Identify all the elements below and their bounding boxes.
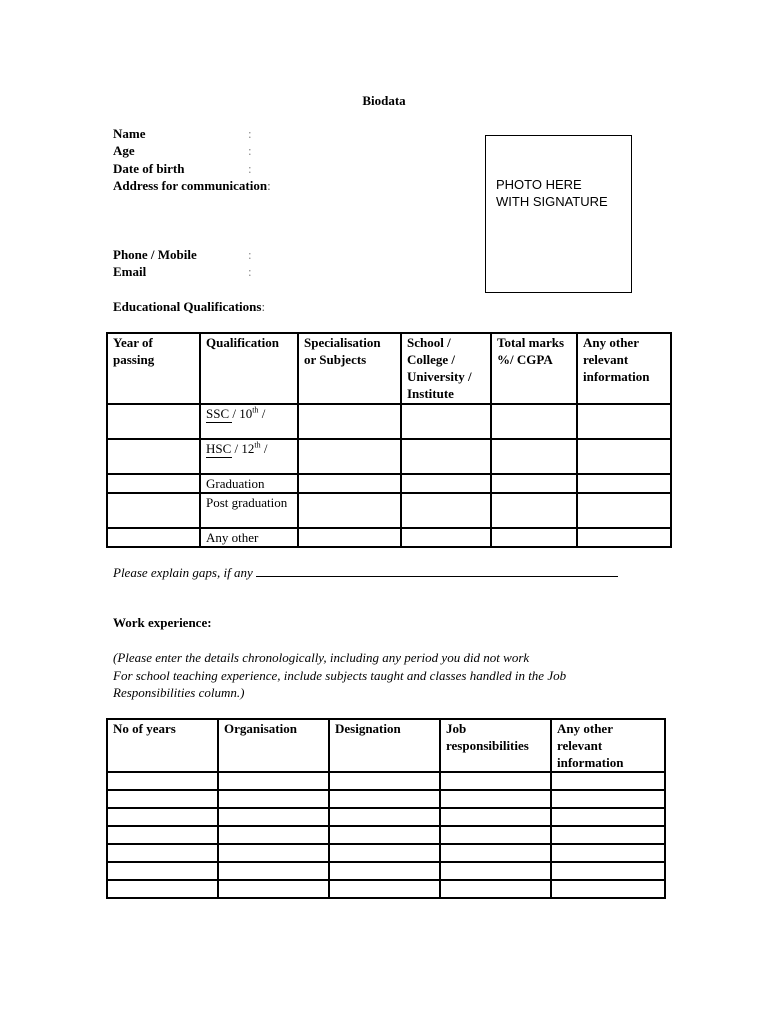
dob-label: Date of birth <box>113 161 185 176</box>
table-row <box>107 439 671 474</box>
work-note-line-2: For school teaching experience, include subjects taught and classes handled in the Job Responsibilities column.) <box>113 667 567 700</box>
header-institute: School / College / University / Institute <box>401 333 491 404</box>
work-cell[interactable] <box>440 826 551 844</box>
dob-colon: : <box>248 161 252 176</box>
work-cell[interactable] <box>329 826 440 844</box>
education-heading <box>113 298 265 316</box>
work-cell[interactable] <box>551 790 665 808</box>
work-cell[interactable] <box>440 808 551 826</box>
name-label: Name <box>113 126 146 141</box>
hsc-blank-line <box>206 457 232 458</box>
work-cell[interactable] <box>329 808 440 826</box>
age-label: Age <box>113 143 135 158</box>
education-heading-colon: : <box>261 299 266 314</box>
work-cell[interactable] <box>551 808 665 826</box>
work-cell[interactable] <box>329 880 440 898</box>
work-cell[interactable] <box>107 862 218 880</box>
qualification-ssc <box>200 404 298 439</box>
header-years: No of years <box>107 719 218 772</box>
age-colon: : <box>248 143 252 158</box>
other-info-cell[interactable] <box>577 474 671 493</box>
photo-line-2: WITH SIGNATURE <box>496 194 608 209</box>
table-row <box>107 474 671 493</box>
work-cell[interactable] <box>107 826 218 844</box>
work-table <box>106 718 666 899</box>
marks-cell[interactable] <box>491 493 577 528</box>
header-work-other-info: Any other relevant information <box>551 719 665 772</box>
table-row <box>107 844 665 862</box>
work-cell[interactable] <box>329 790 440 808</box>
header-responsibilities: Job responsibilities <box>440 719 551 772</box>
other-info-cell[interactable] <box>577 439 671 474</box>
marks-cell[interactable] <box>491 404 577 439</box>
work-header-row <box>107 719 665 772</box>
year-cell[interactable] <box>107 439 200 474</box>
work-cell[interactable] <box>551 880 665 898</box>
ssc-sup: th <box>252 405 259 415</box>
header-designation: Designation <box>329 719 440 772</box>
work-cell[interactable] <box>440 862 551 880</box>
work-cell[interactable] <box>107 844 218 862</box>
header-organisation: Organisation <box>218 719 329 772</box>
institute-cell[interactable] <box>401 439 491 474</box>
address-colon: : <box>267 178 271 193</box>
qualification-graduation: Graduation <box>200 474 298 493</box>
table-row <box>107 404 671 439</box>
institute-cell[interactable] <box>401 404 491 439</box>
work-cell[interactable] <box>218 772 329 790</box>
education-header-row <box>107 333 671 404</box>
work-note-line-1: (Please enter the details chronologically, including any period you did not work <box>113 650 530 665</box>
gaps-input-line[interactable] <box>256 563 618 577</box>
name-colon: : <box>248 126 252 141</box>
work-cell[interactable] <box>218 790 329 808</box>
table-row <box>107 808 665 826</box>
institute-cell[interactable] <box>401 493 491 528</box>
work-cell[interactable] <box>329 772 440 790</box>
work-heading: Work experience: <box>113 615 212 630</box>
work-cell[interactable] <box>329 844 440 862</box>
table-row <box>107 790 665 808</box>
photo-box <box>485 135 632 293</box>
qualification-hsc <box>200 439 298 474</box>
work-cell[interactable] <box>551 862 665 880</box>
header-year: Year of passing <box>107 333 200 404</box>
specialisation-cell[interactable] <box>298 528 401 547</box>
other-info-cell[interactable] <box>577 404 671 439</box>
phone-colon: : <box>248 247 252 262</box>
year-cell[interactable] <box>107 528 200 547</box>
header-qualification: Qualification <box>200 333 298 404</box>
work-cell[interactable] <box>440 844 551 862</box>
work-cell[interactable] <box>551 826 665 844</box>
work-cell[interactable] <box>218 808 329 826</box>
marks-cell[interactable] <box>491 528 577 547</box>
work-cell[interactable] <box>107 880 218 898</box>
institute-cell[interactable] <box>401 474 491 493</box>
table-row <box>107 528 671 547</box>
work-cell[interactable] <box>218 862 329 880</box>
address-label <box>113 177 271 195</box>
specialisation-cell[interactable] <box>298 404 401 439</box>
table-row <box>107 862 665 880</box>
work-note <box>113 649 643 702</box>
address-label-text: Address for communication <box>113 178 268 193</box>
qualification-post-graduation: Post graduation <box>200 493 298 528</box>
phone-label: Phone / Mobile <box>113 247 197 262</box>
specialisation-cell[interactable] <box>298 474 401 493</box>
header-specialisation: Specialisation or Subjects <box>298 333 401 404</box>
table-row <box>107 493 671 528</box>
table-row <box>107 880 665 898</box>
work-cell[interactable] <box>218 844 329 862</box>
table-row <box>107 772 665 790</box>
year-cell[interactable] <box>107 493 200 528</box>
ssc-prefix: SSC / 10 <box>206 406 253 421</box>
work-cell[interactable] <box>440 790 551 808</box>
work-cell[interactable] <box>107 772 218 790</box>
marks-cell[interactable] <box>491 474 577 493</box>
ssc-blank-line <box>206 422 232 423</box>
work-cell[interactable] <box>440 772 551 790</box>
year-cell[interactable] <box>107 474 200 493</box>
marks-cell[interactable] <box>491 439 577 474</box>
header-other-info: Any other relevant information <box>577 333 671 404</box>
hsc-suffix: / <box>260 441 268 456</box>
qualification-any-other: Any other <box>200 528 298 547</box>
table-row <box>107 826 665 844</box>
specialisation-cell[interactable] <box>298 493 401 528</box>
hsc-prefix: HSC / 12 <box>206 441 255 456</box>
gaps-label: Please explain gaps, if any <box>113 565 253 580</box>
other-info-cell[interactable] <box>577 528 671 547</box>
email-colon: : <box>248 264 252 279</box>
specialisation-cell[interactable] <box>298 439 401 474</box>
education-heading-text: Educational Qualifications <box>113 299 262 314</box>
education-table <box>106 332 672 548</box>
page-title: Biodata <box>362 93 406 108</box>
work-cell[interactable] <box>440 880 551 898</box>
photo-line-1: PHOTO HERE <box>496 177 582 192</box>
header-marks: Total marks %/ CGPA <box>491 333 577 404</box>
work-cell[interactable] <box>107 808 218 826</box>
hsc-sup: th <box>254 440 261 450</box>
other-info-cell[interactable] <box>577 493 671 528</box>
year-cell[interactable] <box>107 404 200 439</box>
work-cell[interactable] <box>107 790 218 808</box>
work-cell[interactable] <box>329 862 440 880</box>
institute-cell[interactable] <box>401 528 491 547</box>
work-cell[interactable] <box>218 880 329 898</box>
ssc-suffix: / <box>258 406 266 421</box>
work-cell[interactable] <box>551 772 665 790</box>
email-label: Email <box>113 264 147 279</box>
gaps-row <box>113 563 618 582</box>
work-cell[interactable] <box>218 826 329 844</box>
work-cell[interactable] <box>551 844 665 862</box>
photo-placeholder-text <box>496 176 608 210</box>
